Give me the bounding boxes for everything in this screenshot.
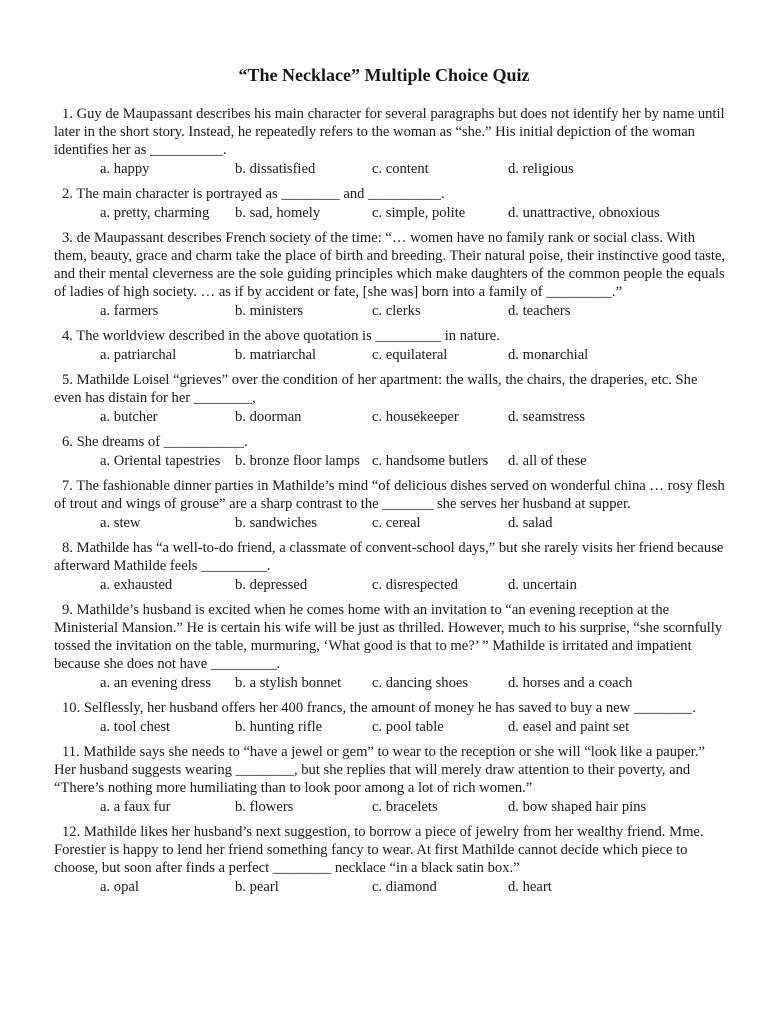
answer-option: a. patriarchal xyxy=(100,347,177,363)
answer-option: c. handsome butlers xyxy=(372,453,489,469)
question-stem: 7. The fashionable dinner parties in Mathilde’s mind “of delicious dishes served on wonderful china … rosy flesh of trout and wings of grouse” are a sharp contrast to the _______ she serves her husband at supper. xyxy=(54,478,725,512)
answer-option: a. tool chest xyxy=(100,719,171,735)
answer-option: d. teachers xyxy=(508,303,571,319)
answer-option: b. dissatisfied xyxy=(235,161,316,177)
answer-choices xyxy=(54,513,728,533)
question-item xyxy=(54,105,728,179)
answer-option: a. Oriental tapestries xyxy=(100,453,221,469)
answer-option: b. sad, homely xyxy=(235,205,321,221)
answer-choices xyxy=(54,159,728,179)
answer-option: d. heart xyxy=(508,879,552,895)
answer-option: a. a faux fur xyxy=(100,799,171,815)
answer-option: b. depressed xyxy=(235,577,308,593)
answer-choices xyxy=(54,673,728,693)
answer-choices xyxy=(54,797,728,817)
answer-option: b. doorman xyxy=(235,409,302,425)
answer-option: c. diamond xyxy=(372,879,437,895)
answer-option: c. content xyxy=(372,161,429,177)
answer-option: a. exhausted xyxy=(100,577,173,593)
answer-choices xyxy=(54,345,728,365)
answer-choices xyxy=(54,301,728,321)
answer-option: b. pearl xyxy=(235,879,279,895)
question-stem: 4. The worldview described in the above quotation is _________ in nature. xyxy=(62,328,500,344)
answer-option: d. easel and paint set xyxy=(508,719,630,735)
answer-option: d. monarchial xyxy=(508,347,589,363)
answer-option: d. seamstress xyxy=(508,409,586,425)
answer-option: b. matriarchal xyxy=(235,347,317,363)
answer-option: b. a stylish bonnet xyxy=(235,675,342,691)
question-stem: 3. de Maupassant describes French society of the time: “… women have no family rank or social class. With them, beauty, grace and charm take the place of birth and breeding. Their natural poise, their instinctive good taste, and their mental cleverness are the sole guiding principles which make daughters of the common people the equals of ladies of high society. … as if by accident or fate, [she was] born into a family of _________.” xyxy=(54,230,726,300)
question-item xyxy=(54,371,728,427)
answer-option: a. opal xyxy=(100,879,139,895)
question-stem: 5. Mathilde Loisel “grieves” over the condition of her apartment: the walls, the chairs, the draperies, etc. She even has distain for her ________, xyxy=(54,372,698,406)
answer-option: a. farmers xyxy=(100,303,159,319)
question-item xyxy=(54,477,728,533)
answer-option: c. bracelets xyxy=(372,799,438,815)
answer-option: c. dancing shoes xyxy=(372,675,469,691)
answer-option: a. stew xyxy=(100,515,141,531)
answer-choices xyxy=(54,407,728,427)
page-title: “The Necklace” Multiple Choice Quiz xyxy=(238,65,530,85)
answer-option: d. uncertain xyxy=(508,577,577,593)
answer-option: c. simple, polite xyxy=(372,205,466,221)
answer-option: b. flowers xyxy=(235,799,294,815)
answer-option: c. pool table xyxy=(372,719,444,735)
answer-option: c. clerks xyxy=(372,303,421,319)
answer-choices xyxy=(54,717,728,737)
question-item xyxy=(54,229,728,321)
answer-option: a. happy xyxy=(100,161,150,177)
question-item xyxy=(54,699,728,737)
answer-choices xyxy=(54,203,728,223)
question-stem: 2. The main character is portrayed as ________ and __________. xyxy=(62,186,445,202)
question-stem: 9. Mathilde’s husband is excited when he comes home with an invitation to “an evening reception at the Ministerial Mansion.” He is certain his wife will be just as thrilled. However, much to his surprise, “she scornfully tossed the invitation on the table, murmuring, ‘What good is that to me?’ ” Mathilde is irritated and impatient because she does not have _________. xyxy=(54,602,723,672)
question-stem: 11. Mathilde says she needs to “have a jewel or gem” to wear to the reception or she will “look like a pauper.” Her husband suggests wearing ________, but she replies that will merely draw attention to their poverty, and “There’s nothing more humiliating than to look poor among a lot of rich women.” xyxy=(54,744,705,796)
question-stem: 8. Mathilde has “a well-to-do friend, a classmate of convent-school days,” but she rarely visits her friend because afterward Mathilde feels _________. xyxy=(54,540,724,574)
question-item xyxy=(54,601,728,693)
question-item xyxy=(54,823,728,897)
question-item xyxy=(54,327,728,365)
answer-option: c. cereal xyxy=(372,515,421,531)
question-stem: 10. Selflessly, her husband offers her 400 francs, the amount of money he has saved to buy a new ________. xyxy=(62,700,696,716)
answer-option: c. disrespected xyxy=(372,577,458,593)
answer-option: b. hunting rifle xyxy=(235,719,323,735)
answer-option: d. horses and a coach xyxy=(508,675,633,691)
answer-choices xyxy=(54,877,728,897)
answer-option: b. bronze floor lamps xyxy=(235,453,360,469)
question-list xyxy=(54,105,728,903)
answer-option: b. sandwiches xyxy=(235,515,317,531)
question-item xyxy=(54,743,728,817)
answer-option: b. ministers xyxy=(235,303,304,319)
answer-option: c. housekeeper xyxy=(372,409,459,425)
answer-option: a. an evening dress xyxy=(100,675,212,691)
answer-option: c. equilateral xyxy=(372,347,448,363)
answer-choices xyxy=(54,575,728,595)
question-stem: 1. Guy de Maupassant describes his main character for several paragraphs but does not identify her by name until later in the short story. Instead, he repeatedly refers to the woman as “she.” His initial depiction of the woman identifies her as __________. xyxy=(54,106,725,158)
answer-option: d. religious xyxy=(508,161,574,177)
answer-choices xyxy=(54,451,728,471)
answer-option: d. unattractive, obnoxious xyxy=(508,205,660,221)
answer-option: d. salad xyxy=(508,515,553,531)
question-item xyxy=(54,539,728,595)
answer-option: d. all of these xyxy=(508,453,587,469)
question-stem: 12. Mathilde likes her husband’s next suggestion, to borrow a piece of jewelry from her wealthy friend. Mme. Forestier is happy to lend her friend something fancy to wear. At first Mathilde cannot decide which piece to choose, but soon after finds a perfect ________ necklace “in a black satin box.” xyxy=(54,824,704,876)
answer-option: a. pretty, charming xyxy=(100,205,210,221)
question-item xyxy=(54,185,728,223)
answer-option: d. bow shaped hair pins xyxy=(508,799,647,815)
question-stem: 6. She dreams of ___________. xyxy=(62,434,248,450)
answer-option: a. butcher xyxy=(100,409,158,425)
question-item xyxy=(54,433,728,471)
